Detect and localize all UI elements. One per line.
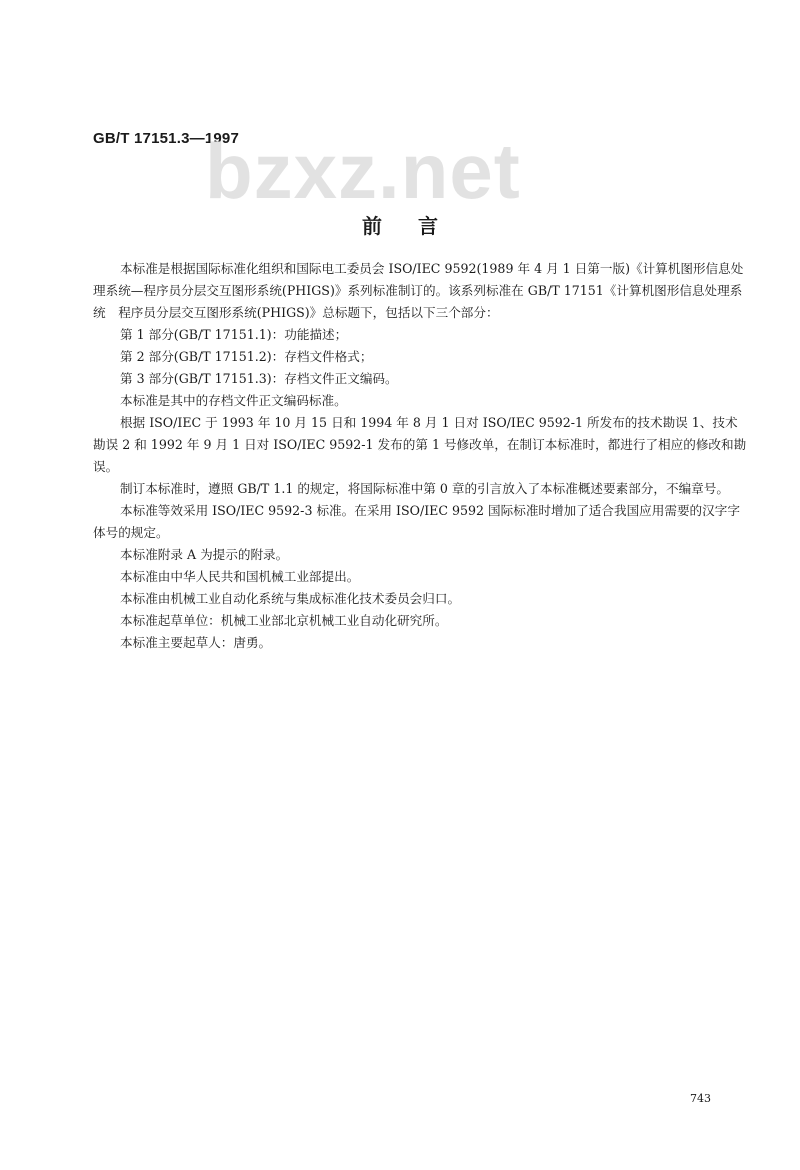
paragraph-intro: 本标准是根据国际标准化组织和国际电工委员会 ISO/IEC 9592(1989 年 4 月 1 日第一版)《计算机图形信息处理系统—程序员分层交互图形系统(PHIGS)》系列标准制订的。该系列标准在 GB/T 17151《计算机图形信息处理系统 程序员分层交互图形系统(PHIGS)》总标题下，包括以下三个部分：: [93, 261, 744, 320]
page-number: 743: [690, 1092, 711, 1105]
paragraph-part-2: 第 2 部分(GB/T 17151.2)：存档文件格式；: [120, 349, 373, 364]
paragraph-errata: 根据 ISO/IEC 于 1993 年 10 月 15 日和 1994 年 8 月 1 日对 ISO/IEC 9592-1 所发布的技术勘误 1、技术勘误 2 和 1992 年 9 月 1 日对 ISO/IEC 9592-1 发布的第 1 号修改单，在制订本标准时，都进行了相应的修改和勘误。: [93, 415, 747, 474]
paragraph-equivalence: 本标准等效采用 ISO/IEC 9592-3 标准。在采用 ISO/IEC 9592 国际标准时增加了适合我国应用需要的汉字字体号的规定。: [93, 503, 740, 540]
paragraph-drafting-unit: 本标准起草单位：机械工业部北京机械工业自动化研究所。: [120, 613, 448, 628]
standard-code: GB/T 17151.3—1997: [93, 130, 239, 147]
watermark: bzxz.net: [205, 127, 521, 215]
paragraph-part-1: 第 1 部分(GB/T 17151.1)：功能描述；: [120, 327, 348, 342]
paragraph-part-3: 第 3 部分(GB/T 17151.3)：存档文件正文编码。: [120, 371, 398, 386]
paragraph-committee: 本标准由机械工业自动化系统与集成标准化技术委员会归口。: [120, 591, 461, 606]
paragraph-proposer: 本标准由中华人民共和国机械工业部提出。: [120, 569, 360, 584]
paragraph-gb-t-1-1: 制订本标准时，遵照 GB/T 1.1 的规定，将国际标准中第 0 章的引言放入了本标准概述要素部分，不编章号。: [120, 481, 729, 496]
paragraph-drafter: 本标准主要起草人：唐勇。: [120, 635, 272, 650]
page-title: 前言: [362, 214, 474, 238]
paragraph-annex: 本标准附录 A 为提示的附录。: [120, 547, 289, 562]
paragraph-scope: 本标准是其中的存档文件正文编码标准。: [120, 393, 347, 408]
document-body: [93, 258, 747, 654]
